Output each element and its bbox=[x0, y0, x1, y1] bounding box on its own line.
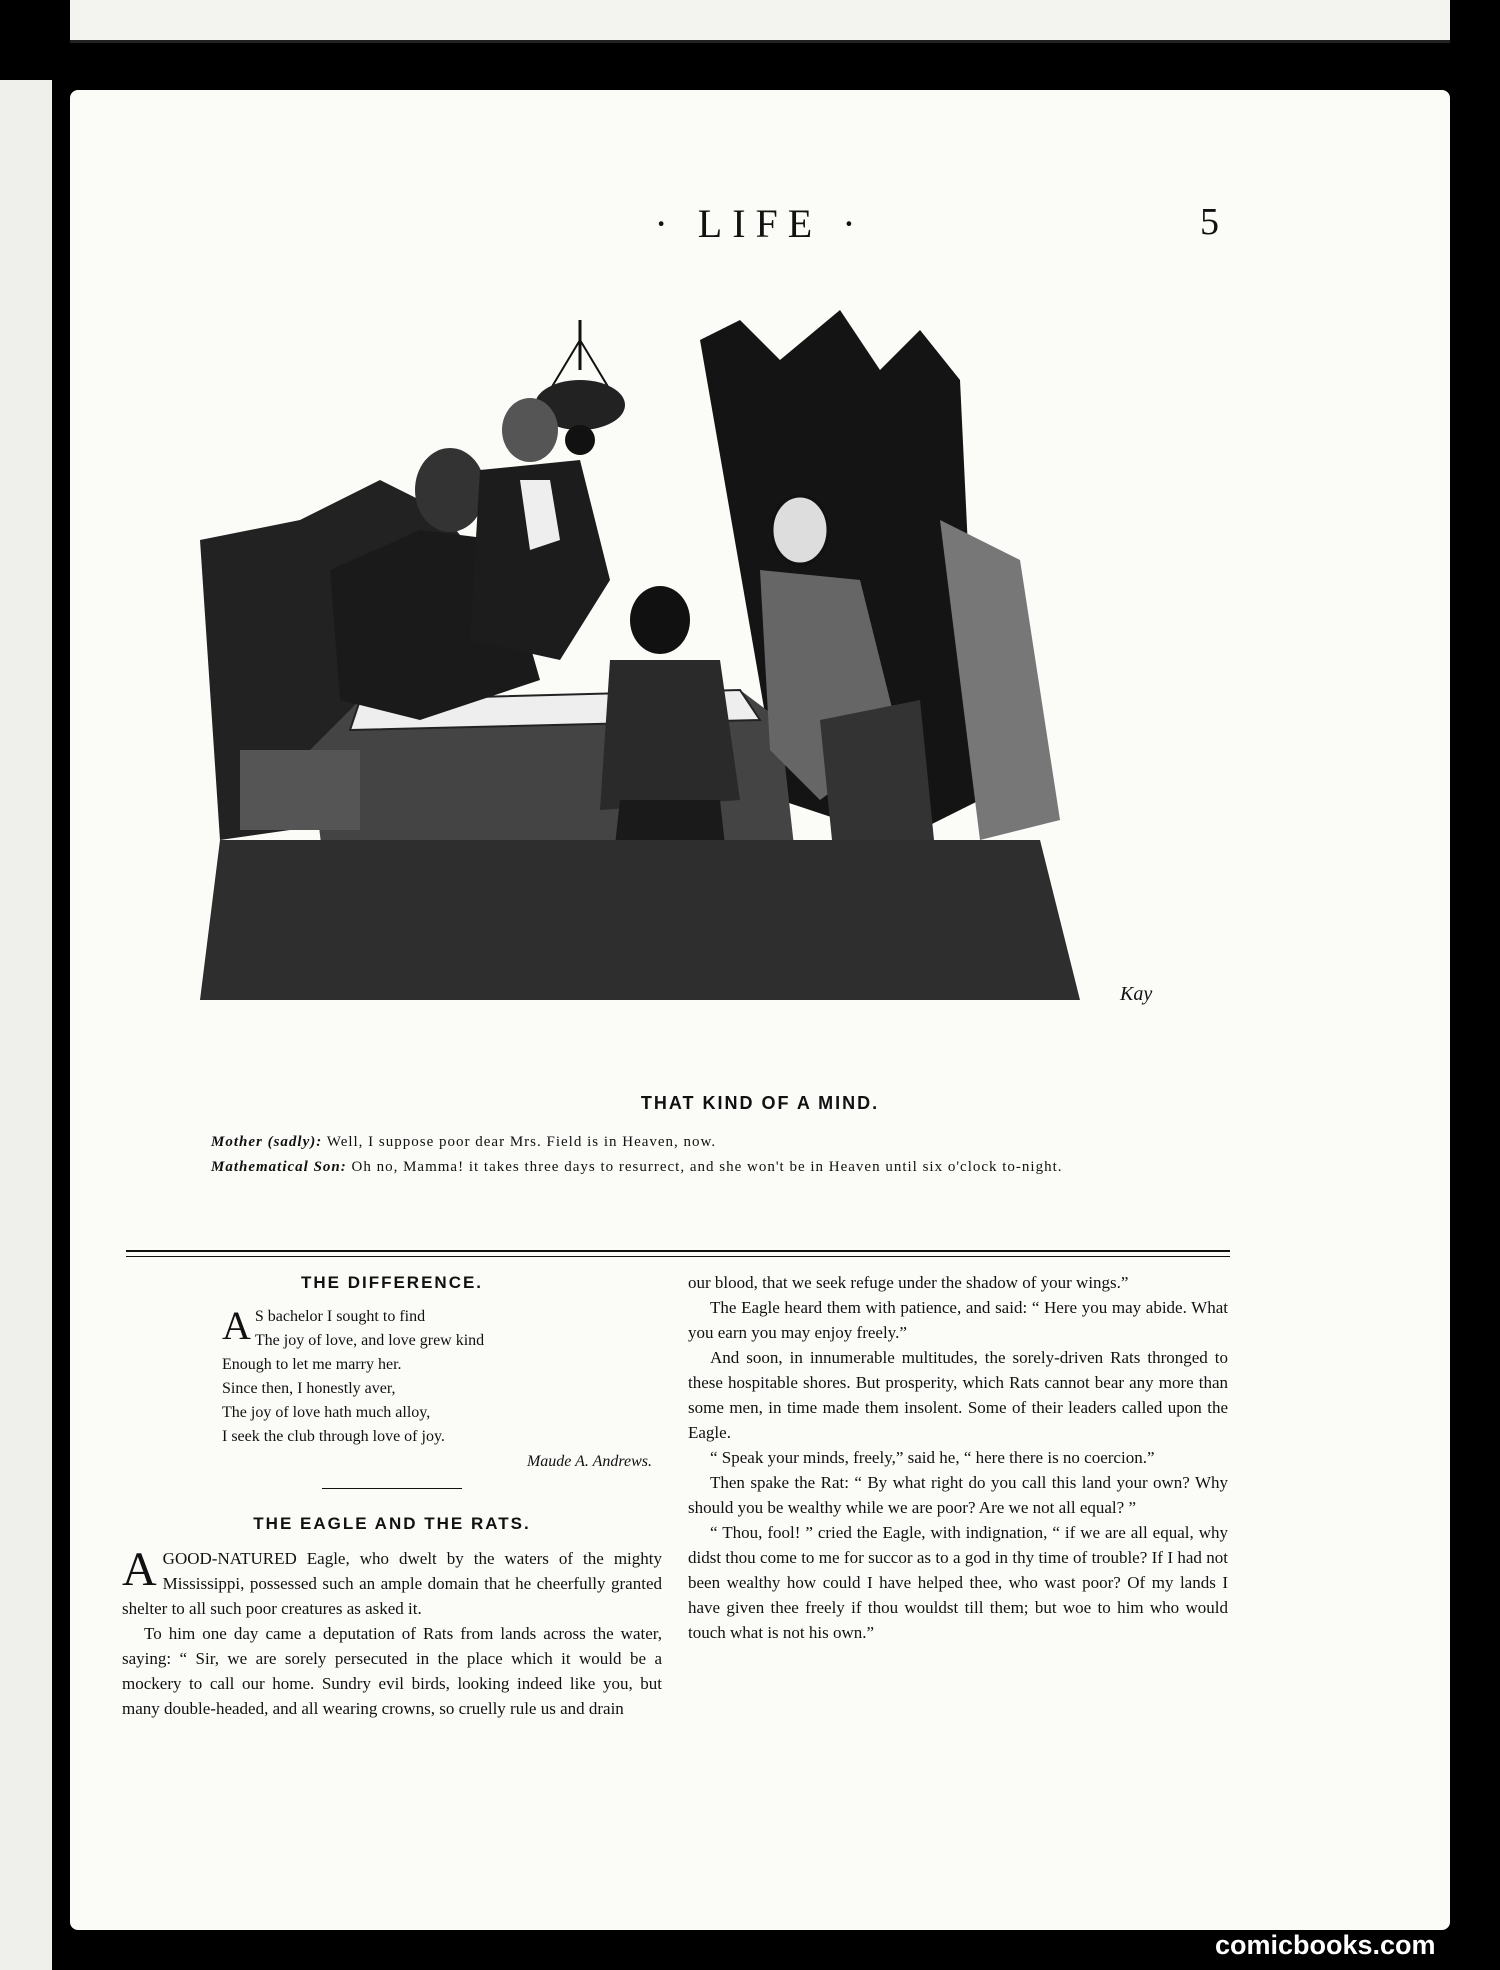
poem-line: Enough to let me marry her. bbox=[222, 1356, 402, 1373]
previous-page-edge bbox=[70, 0, 1450, 43]
poem-drop-cap: A bbox=[222, 1303, 251, 1348]
left-column bbox=[122, 1270, 662, 1721]
dialogue-line-son bbox=[175, 1155, 1285, 1180]
dialogue-text-mother: Well, I suppose poor dear Mrs. Field is in Heaven, now. bbox=[326, 1134, 717, 1150]
page-number: 5 bbox=[1200, 201, 1219, 243]
fable-drop-cap: A bbox=[122, 1543, 157, 1596]
fable-paragraph: To him one day came a deputation of Rats from lands across the water, saying: “ Sir, we are sorely persecuted in the place which it would be a mockery to call our home. Sundry evil birds, looking indeed like you, but many double-headed, and all wearing crowns, so cruelly rule us and drain bbox=[122, 1624, 662, 1718]
artist-signature: Kay bbox=[1120, 983, 1153, 1005]
poem-line: The joy of love, and love grew kind bbox=[254, 1332, 485, 1349]
dialogue-text-son: Oh no, Mamma! it takes three days to resurrect, and she won't be in Heaven until six o'clock to-night. bbox=[351, 1159, 1063, 1175]
section-divider-thin bbox=[126, 1256, 1230, 1257]
fable-paragraph: And soon, in innumerable multitudes, the sorely-driven Rats thronged to these hospitable shores. But prosperity, which Rats cannot bear any more than some men, in time made them insolent. Some of their leaders called upon the Eagle. bbox=[688, 1348, 1228, 1442]
poem-body bbox=[222, 1305, 662, 1449]
poem-line: The joy of love hath much alloy, bbox=[222, 1404, 431, 1421]
right-column bbox=[688, 1270, 1228, 1645]
masthead-title: · LIFE · bbox=[654, 201, 866, 246]
facing-page-edge bbox=[0, 80, 52, 1970]
fable-paragraph: The Eagle heard them with patience, and said: “ Here you may abide. What you earn you may enjoy freely.” bbox=[688, 1298, 1228, 1342]
speaker-mother: Mother (sadly): bbox=[211, 1134, 323, 1150]
fable-paragraph: “ Thou, fool! ” cried the Eagle, with indignation, “ if we are all equal, why didst thou come to me for succor as to a god in thy time of trouble? If I had not been wealthy how could I have helped thee, who wast poor? Of my lands I have given thee freely if thou wouldst till them; but woe to him who would touch what is not his own.” bbox=[688, 1523, 1228, 1642]
short-divider bbox=[322, 1488, 462, 1489]
poem-title: THE DIFFERENCE. bbox=[300, 1273, 484, 1292]
site-watermark: comicbooks.com bbox=[1215, 1930, 1436, 1960]
section-divider bbox=[126, 1250, 1230, 1252]
poem-line: S bachelor I sought to find bbox=[254, 1308, 426, 1325]
poem-author: Maude A. Andrews. bbox=[526, 1453, 652, 1470]
magazine-page bbox=[70, 90, 1450, 1930]
cartoon-caption-title: THAT KIND OF A MIND. bbox=[640, 1093, 880, 1113]
cartoon-illustration bbox=[180, 280, 1230, 1040]
fable-title: THE EAGLE AND THE RATS. bbox=[253, 1514, 531, 1533]
fable-paragraph: Then spake the Rat: “ By what right do you call this land your own? Why should you be wealthy while we are poor? Are we not all equal? ” bbox=[688, 1473, 1228, 1517]
fable-paragraph: “ Speak your minds, freely,” said he, “ here there is no coercion.” bbox=[710, 1448, 1155, 1467]
poem-line: I seek the club through love of joy. bbox=[222, 1428, 445, 1445]
poem-line: Since then, I honestly aver, bbox=[222, 1380, 396, 1397]
fable-paragraph-text: GOOD-NATURED Eagle, who dwelt by the waters of the mighty Mississippi, possessed such an ample domain that he cheerfully granted shelter to all such poor creatures as asked it. bbox=[122, 1549, 662, 1618]
cartoon-dialogue bbox=[175, 1130, 1285, 1180]
fable-paragraph bbox=[122, 1543, 662, 1621]
speaker-son: Mathematical Son: bbox=[211, 1159, 347, 1175]
fable-paragraph: our blood, that we seek refuge under the shadow of your wings.” bbox=[688, 1273, 1129, 1292]
dialogue-line-mother bbox=[175, 1130, 1285, 1155]
